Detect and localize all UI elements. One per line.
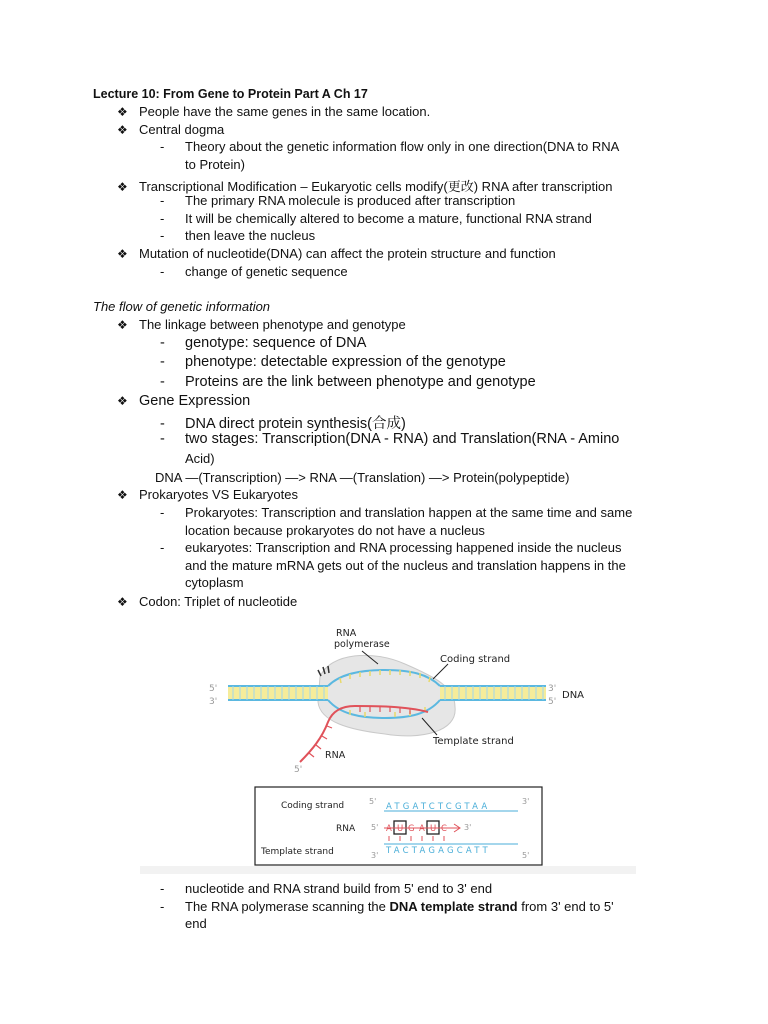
sub-bullet: - nucleotide and RNA strand build from 5' end to 3' end <box>160 881 493 896</box>
diamond-bullet-icon: ❖ <box>117 595 128 609</box>
flow-line: DNA —(Transcription) —> RNA —(Translation) —> Protein(polypeptide) <box>155 470 570 485</box>
dash-bullet: - <box>160 505 165 520</box>
sub-bullet-continued: to Protein) <box>185 157 245 172</box>
coding-strand-label: Coding strand <box>440 654 511 665</box>
diamond-bullet-icon: ❖ <box>117 105 128 119</box>
bullet: ❖ Codon: Triplet of nucleotide <box>117 594 298 609</box>
five-prime-label: 5' <box>369 797 377 806</box>
sub-bullet: - eukaryotes: Transcription and RNA processing happened inside the nucleus <box>160 540 622 555</box>
dash-bullet: - <box>160 540 165 555</box>
five-prime-label: 5' <box>548 697 557 707</box>
rna-polymerase-shape <box>318 655 455 736</box>
bullet: ❖ People have the same genes in the same location. <box>117 104 431 119</box>
sub-bullet: - change of genetic sequence <box>160 264 348 279</box>
sub-bullet: - Theory about the genetic information flow only in one direction(DNA to RNA <box>160 139 620 154</box>
sub-bullet-continued: Acid) <box>185 451 215 466</box>
bullet: ❖ Gene Expression <box>117 393 251 409</box>
inset-template-label: Template strand <box>261 847 334 857</box>
template-sequence: TACTAGAGCATT <box>386 846 491 856</box>
sub-bullet: - It will be chemically altered to become a mature, functional RNA strand <box>160 211 592 226</box>
five-prime-label: 5' <box>522 851 530 860</box>
diamond-bullet-icon: ❖ <box>117 123 128 137</box>
five-prime-label: 5' <box>371 823 379 832</box>
sub-bullet: - DNA direct protein synthesis(合成) <box>160 416 406 432</box>
svg-text:G: G <box>408 824 415 834</box>
coding-sequence: ATGATCTCGTAA <box>386 802 491 812</box>
sub-bullet-continued: and the mature mRNA gets out of the nucleus and translation happens in the <box>185 558 626 573</box>
svg-text:A: A <box>386 824 392 834</box>
sub-bullet: - two stages: Transcription(DNA - RNA) and Translation(RNA - Amino <box>160 431 620 447</box>
dash-bullet: - <box>160 335 165 351</box>
sub-bullet: - The primary RNA molecule is produced after transcription <box>160 193 516 208</box>
svg-text:U: U <box>397 824 404 834</box>
bullet: ❖ The linkage between phenotype and genotype <box>117 317 406 332</box>
diamond-bullet-icon: ❖ <box>117 247 128 261</box>
bold-term: DNA template strand <box>389 899 518 914</box>
three-prime-label: 3' <box>522 797 530 806</box>
inset-rna-label: RNA <box>336 824 356 834</box>
three-prime-label: 3' <box>371 851 379 860</box>
sub-bullet: - Proteins are the link between phenotype and genotype <box>160 374 536 390</box>
dash-bullet: - <box>160 899 165 914</box>
sub-bullet-continued: location because prokaryotes do not have a nucleus <box>185 523 485 538</box>
bullet: ❖ Prokaryotes VS Eukaryotes <box>117 487 298 502</box>
inset-coding-label: Coding strand <box>281 801 345 811</box>
sequence-inset-box <box>140 784 640 876</box>
dash-bullet: - <box>160 881 165 896</box>
sub-bullet: - then leave the nucleus <box>160 228 316 243</box>
dash-bullet: - <box>160 139 165 154</box>
rna-label: RNA <box>325 750 346 761</box>
lecture-title: Lecture 10: From Gene to Protein Part A Ch 17 <box>93 87 368 101</box>
dash-bullet: - <box>160 374 165 390</box>
dash-bullet: - <box>160 354 165 370</box>
dna-duplex-left <box>228 686 328 700</box>
diamond-bullet-icon: ❖ <box>117 180 128 194</box>
svg-text:C: C <box>441 824 447 834</box>
sub-bullet-continued: cytoplasm <box>185 575 244 590</box>
rna-polymerase-label: RNA <box>336 628 357 639</box>
transcription-diagram <box>200 622 610 782</box>
template-strand-label: Template strand <box>433 736 514 747</box>
dash-bullet: - <box>160 211 165 226</box>
bullet: ❖ Central dogma <box>117 122 225 137</box>
dash-bullet: - <box>160 416 165 432</box>
sub-bullet: - phenotype: detectable expression of the genotype <box>160 354 506 370</box>
svg-text:U: U <box>430 824 437 834</box>
section-subheading: The flow of genetic information <box>93 299 271 314</box>
five-prime-label: 5' <box>294 765 303 775</box>
sub-bullet: - Prokaryotes: Transcription and translation happen at the same time and same <box>160 505 633 520</box>
dash-bullet: - <box>160 431 165 447</box>
sub-bullet: - The RNA polymerase scanning the DNA template strand from 3' end to 5' <box>160 899 614 914</box>
dash-bullet: - <box>160 264 165 279</box>
rna-polymerase-label: polymerase <box>334 639 390 650</box>
diamond-bullet-icon: ❖ <box>117 318 128 332</box>
dash-bullet: - <box>160 228 165 243</box>
three-prime-label: 3' <box>548 684 557 694</box>
three-prime-label: 3' <box>209 697 218 707</box>
three-prime-label: 3' <box>464 823 472 832</box>
bullet: ❖ Transcriptional Modification – Eukaryotic cells modify(更改) RNA after transcription <box>117 179 613 194</box>
dna-duplex-right <box>440 686 546 700</box>
dash-bullet: - <box>160 193 165 208</box>
diamond-bullet-icon: ❖ <box>117 488 128 502</box>
dna-label: DNA <box>562 690 585 701</box>
five-prime-label: 5' <box>209 684 218 694</box>
sub-bullet: - genotype: sequence of DNA <box>160 335 367 351</box>
svg-text:A: A <box>419 824 425 834</box>
bullet: ❖ Mutation of nucleotide(DNA) can affect the protein structure and function <box>117 246 556 261</box>
diamond-bullet-icon: ❖ <box>117 394 128 408</box>
sub-bullet-continued: end <box>185 916 207 931</box>
